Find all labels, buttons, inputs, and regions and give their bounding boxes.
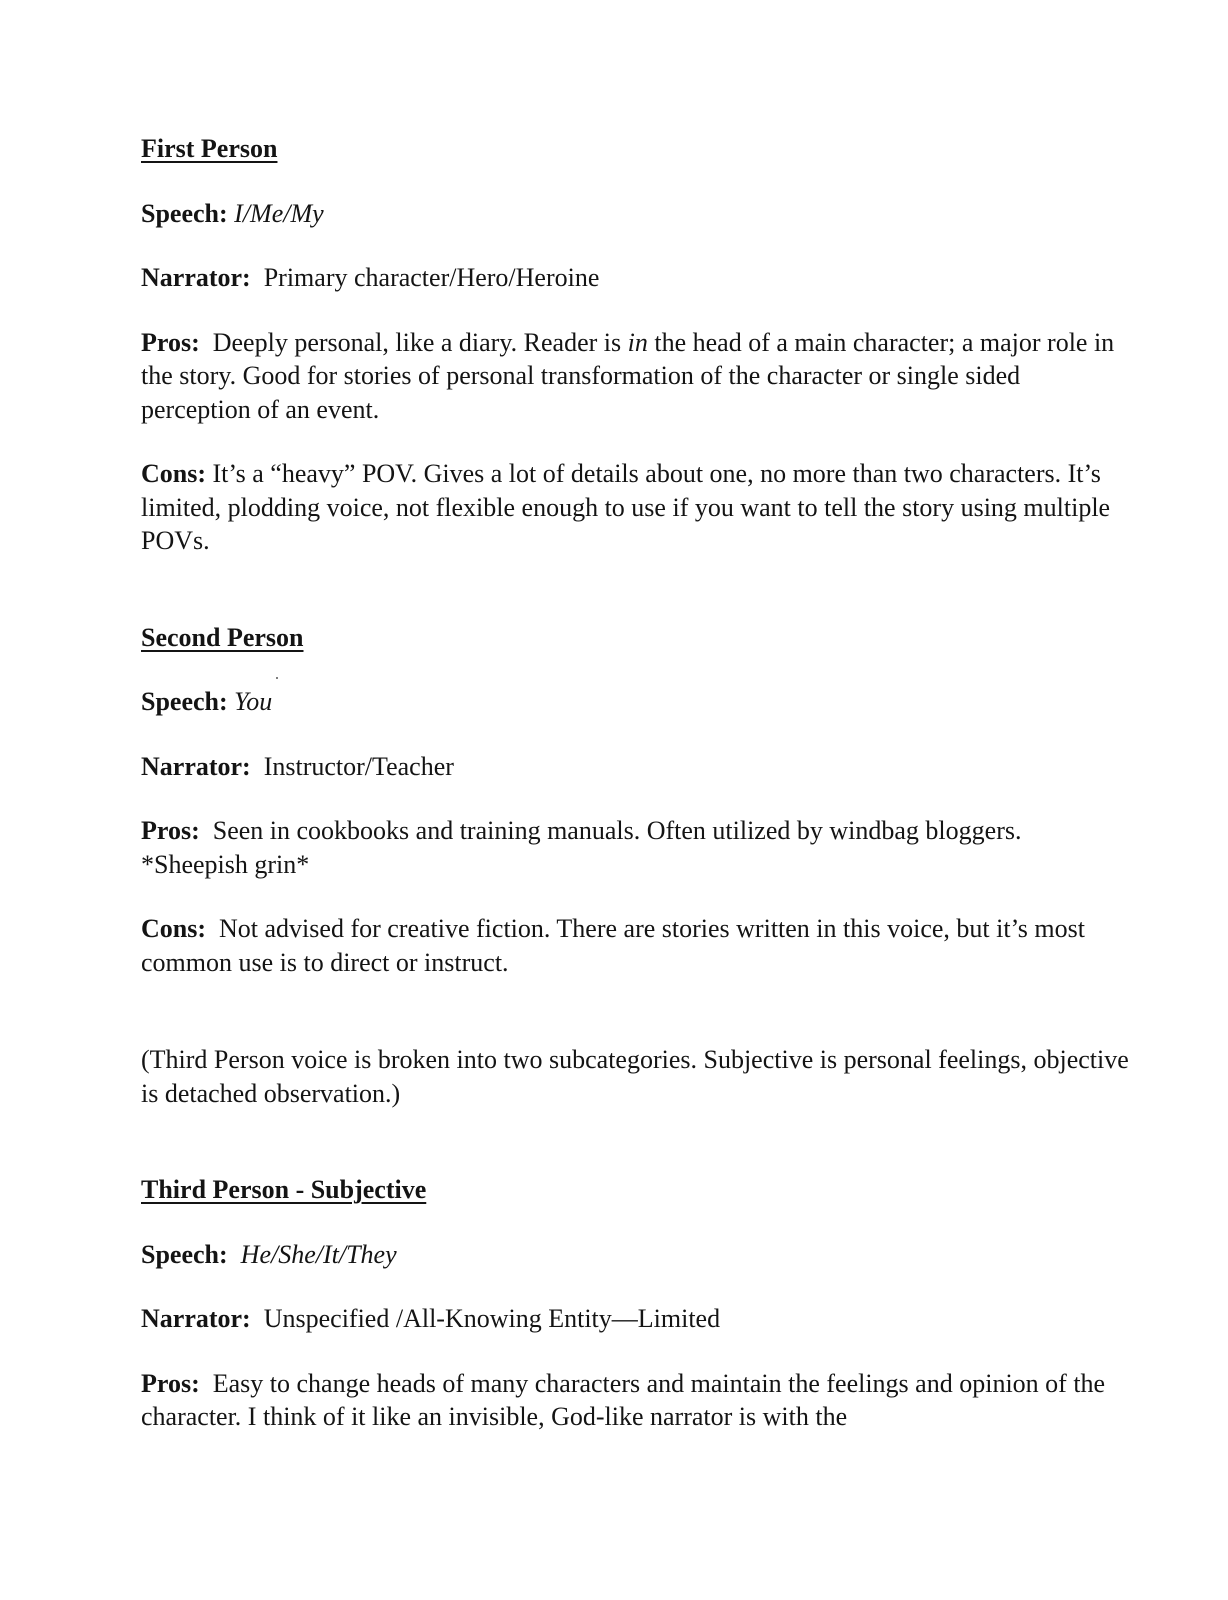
pros-paragraph bbox=[141, 814, 1131, 881]
speech-line bbox=[141, 1238, 1131, 1272]
section-heading-first-person: First Person bbox=[141, 134, 278, 163]
pros-text-part-1: Deeply personal, like a diary. Reader is bbox=[212, 327, 628, 357]
narrator-label: Narrator: bbox=[141, 263, 251, 292]
narrator-value: Instructor/Teacher bbox=[263, 751, 454, 781]
speech-label: Speech: bbox=[141, 687, 228, 716]
narrator-line bbox=[141, 261, 1131, 295]
narrator-value: Unspecified /All-Knowing Entity—Limited bbox=[263, 1304, 721, 1333]
section-first-person bbox=[141, 132, 1131, 558]
cons-text: It’s a “heavy” POV. Gives a lot of details about one, no more than two characters. It’s limited, plodding voice, not flexible enough to use if you want to tell the story using multiple POVs. bbox=[141, 459, 1111, 555]
pros-text: Easy to change heads of many characters and maintain the feelings and opinion of the character. I think of it like an invisible, God-like narrator is with the bbox=[141, 1368, 1106, 1431]
pros-text-emphasis: in bbox=[627, 327, 648, 357]
narrator-label: Narrator: bbox=[141, 1304, 251, 1333]
narrator-label: Narrator: bbox=[141, 751, 251, 781]
pros-text-part-2: the head of a main character; a major role in the story. Good for stories of personal transformation of the character or single sided perception of an event. bbox=[141, 327, 1115, 424]
cons-label: Cons: bbox=[141, 914, 207, 943]
third-person-note: (Third Person voice is broken into two subcategories. Subjective is personal feelings, objective is detached observation.) bbox=[141, 1045, 1129, 1108]
speech-value: I/Me/My bbox=[234, 198, 324, 228]
section-second-person bbox=[141, 621, 1131, 980]
speech-line bbox=[141, 685, 1131, 719]
pros-paragraph bbox=[141, 1367, 1131, 1434]
speech-label: Speech: bbox=[141, 198, 228, 228]
pros-label: Pros: bbox=[141, 327, 200, 357]
pros-label: Pros: bbox=[141, 816, 200, 845]
narrator-value: Primary character/Hero/Heroine bbox=[263, 263, 600, 292]
cons-paragraph bbox=[141, 912, 1131, 979]
cons-text: Not advised for creative fiction. There are stories written in this voice, but it’s most common use is to direct or instruct. bbox=[141, 914, 1085, 977]
cons-paragraph bbox=[141, 457, 1131, 558]
pros-label: Pros: bbox=[141, 1368, 200, 1398]
speech-value: He/She/It/They bbox=[240, 1239, 397, 1269]
pros-text: Seen in cookbooks and training manuals. Often utilized by windbag bloggers. *Sheepish grin* bbox=[141, 816, 1022, 879]
section-third-person-subjective bbox=[141, 1173, 1131, 1434]
narrator-line bbox=[141, 750, 1131, 784]
narrator-line bbox=[141, 1302, 1131, 1336]
speech-line bbox=[141, 197, 1131, 231]
speech-label: Speech: bbox=[141, 1239, 228, 1269]
section-heading-second-person: Second Person bbox=[141, 622, 304, 652]
document-body bbox=[141, 132, 1131, 1434]
cons-label: Cons: bbox=[141, 459, 207, 488]
section-heading-third-person-subjective: Third Person - Subjective bbox=[141, 1175, 427, 1204]
pros-paragraph bbox=[141, 326, 1131, 427]
speech-value: You bbox=[234, 687, 273, 716]
